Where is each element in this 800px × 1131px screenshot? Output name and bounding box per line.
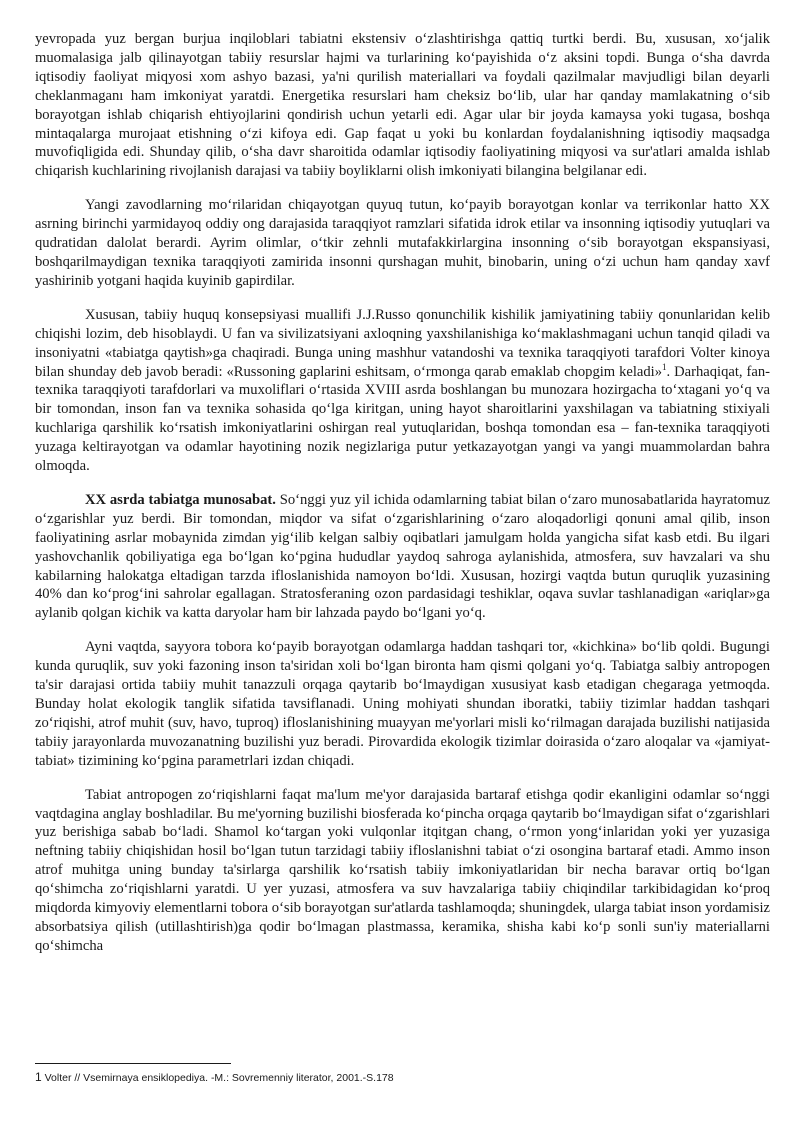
paragraph-1: yevropada yuz bergan burjua inqiloblari tabiatni ekstensiv oʻzlashtirishga qattiq turtki berdi. Bu, xususan, xoʻjalik muomalasiga jalb qilinayotgan tabiiy resurslar hajmi va turlarining koʻpayishida oʻz aksini topdi. Bunga oʻsha davrda iqtisodiy faoliyat miqyosi xom ashyo bazasi, ya'ni qurilish materiallari va foydali qazilmalar mavjudligi bilan deyarli cheklanmaganı ham imkoniyat yaratdi. Energetika resurslari ham cheksiz boʻlib, ular har qanday mamlakatning oʻsib borayotgan ishlab chiqarish ehtiyojlarini qondirish uchun yetarli edi. Agar ular bir joyda kamaysa yoki tugasa, boshqa mintaqalarga murojaat etishning oʻzi kifoya edi. Gap faqat u yoki bu konlardan foydalanishning iqtisodiy maqsadga muvofiqligida edi. Shunday qilib, oʻsha davr sharoitida odamlar iqtisodiy faoliyatining miqyosi va sur'atlari amalda ishlab chiqarish kuchlarining rivojlanish darajasi va tabiiy boyliklarni olish imkoniyati bilangina belgilanar edi. <box>35 31 770 180</box>
paragraph-4-text: Soʻnggi yuz yil ichida odamlarning tabiat bilan oʻzaro munosabatlarida hayratomuz oʻzgarishlar yuz berdi. Bir tomondan, miqdor va sifat oʻzgarishlarining oʻzaro aloqadorligi qonuni amal qilib, inson faoliyatining asrlar mobaynida zimdan yigʻilib kelgan salbiy oqibatlari jamulgam holda yangicha sifat kasb etdi. Bu ilgari yashovchanlik qobiliyatiga ega boʻlgan koʻpgina hududlar yaydoq sahroga aylanishida, atmosfera, suv havzalari va shu kabilarning halokatga eltadigan tarzda ifloslanishida namoyon boʻldi. Xususan, hozirgi vaqtda butun quruqlik yuzasining 40% dan koʻprogʻini sahrolar egallagan. Stratosferaning ozon pardasidagi teshiklar, oqava suvlar tashlanadigan «ariqlar»ga aylanib qolgan kichik va katta daryolar ham bir lahzada paydo boʻlgani yoʻq. <box>35 491 770 622</box>
section-heading: XX asrda tabiatga munosabat. <box>85 491 276 508</box>
footnote-reference[interactable]: 1 <box>662 361 667 372</box>
paragraph-3-text-after: . Darhaqiqat, fan-texnika taraqqiyoti tarafdorlari va muxoliflari oʻrtasida XVIII asrda boshlangan bu munozara hozirgacha toʻxtagani yoʻq va bir tomondan, inson fan va texnika sohasida qoʻlga kiritgan, uning hayot sharoitlarini yaxshilagan va tabiatning stixiyali kuchlariga qarshilik koʻrsatish imkoniyatlarini oshirgan real yutuqlaridan, boshqa tomondan esa – fan-texnika taraqqiyoti yuzaga keltirayotgan va odamlar hayotining nozik negizlariga putur yetkazayotgan yangi va yangi muammolardan bahra olmoqda. <box>35 363 770 475</box>
paragraph-4 <box>35 491 770 623</box>
document-body <box>35 30 770 971</box>
paragraph-6: Tabiat antropogen zoʻriqishlarni faqat ma'lum me'yor darajasida bartaraf etishga qodir ekanligini odamlar soʻnggi vaqtdagina anglay boshladilar. Bu me'yorning buzilishi biosferada koʻpincha orqaga qaytarib boʻlmaydigan sifat oʻzgarishlari yuz berishiga sabab boʻladi. Shamol koʻtargan yoki vulqonlar itqitgan chang, oʻrmon yongʻinlaridan yoki yer yuzasiga neftning tabiiy chiqishidan hosil boʻlgan tutun tarzidagi tabiiy ifloslanishni tabiat oʻzi osongina bartaraf etadi. Ammo inson atrof muhitga uning bunday ta'sirlarga qarshilik koʻrsatish tabiiy imkoniyatlaridan bir necha baravar ortiq boʻlgan qoʻshimcha zoʻriqishlarni yaratdi. U yer yuzasi, atmosfera va suv havzalariga tabiiy chiqindilar tarkibidagidan koʻproq miqdorda kimyoviy elementlarni tobora oʻsib borayotgan sur'atlarda tashlamoqda; shuningdek, ularga tabiat inson yordamisiz absorbatsiya qilish (utillashtirish)ga qodir boʻlmagan plastmassa, keramika, shisha kabi koʻp sonli sun'iy materiallarni qoʻshimcha <box>35 786 770 954</box>
footnote-separator <box>35 1063 231 1064</box>
footnote-text: Volter // Vsemirnaya ensiklopediya. -M.: Sovremenniy literator, 2001.-S.178 <box>41 1072 394 1084</box>
footnote-number: 1 <box>35 1070 42 1084</box>
paragraph-2: Yangi zavodlarning moʻrilaridan chiqayotgan quyuq tutun, koʻpayib borayotgan konlar va terrikonlar hatto XX asrning birinchi yarmidayoq oddiy ong darajasida taraqqiyot ramzlari sifatida idrok etilar va insonning iqtisodiy yutuqlari va qudratidan dalolat berardi. Ayrim olimlar, oʻtkir zehnli mutafakkirlargina insonning oʻsib borayotgan ekspansiyasi, boshqarilmaydigan texnika taraqqiyoti zamirida insonni qurshagan muhit, binobarin, uning oʻzi uchun ham qanday xavf yashirinib yotgani haqida kuyinib gapirdilar. <box>35 197 770 289</box>
footnote <box>35 1070 770 1084</box>
paragraph-3 <box>35 306 770 476</box>
paragraph-5: Ayni vaqtda, sayyora tobora koʻpayib borayotgan odamlarga haddan tashqari tor, «kichkina» boʻlib qoldi. Bugungi kunda quruqlik, suv yoki fazoning inson ta'siridan xoli boʻlgan bironta ham qismi qolgani yoʻq. Tabiatga salbiy antropogen ta'sir darajasi ortida tabiiy muhit tanazzuli orqaga qaytarib boʻlmaydigan xususiyat kasb etadigan chegaraga yetmoqda. Bunday holat ekologik tanglik sifatida tavsiflanadi. Uning mohiyati shundan iboratki, tabiiy tizimlar haddan tashqari zoʻriqishi, atrof muhit (suv, havo, tuproq) ifloslanishining muayyan me'yorlari misli koʻrilmagan darajada buzilishi natijasida tabiiy jarayonlarda muvozanatning buzilishi yuz beradi. Pirovardida ekologik tizimlar doirasida oʻzaro aloqalar va «jamiyat-tabiat» tizimining koʻpgina parametrlari izdan chiqadi. <box>35 639 770 769</box>
paragraph-3-text-before: Xususan, tabiiy huquq konsepsiyasi muallifi J.J.Russo qonunchilik kishilik jamiyatining tabiiy qonunlaridan kelib chiqishi lozim, deb hisoblaydi. U fan va sivilizatsiyani axloqning yaxshilanishiga koʻmaklashmagani uchun tanqid qiladi va insoniyatni «tabiatga qaytish»ga chaqiradi. Bunga uning mashhur vatandoshi va texnika taraqqiyoti tarafdori Volter kinoya bilan shunday deb javob beradi: «Russoning gaplarini eshitsam, oʻrmonga qarab emaklab chopgim keladi» <box>35 306 770 380</box>
